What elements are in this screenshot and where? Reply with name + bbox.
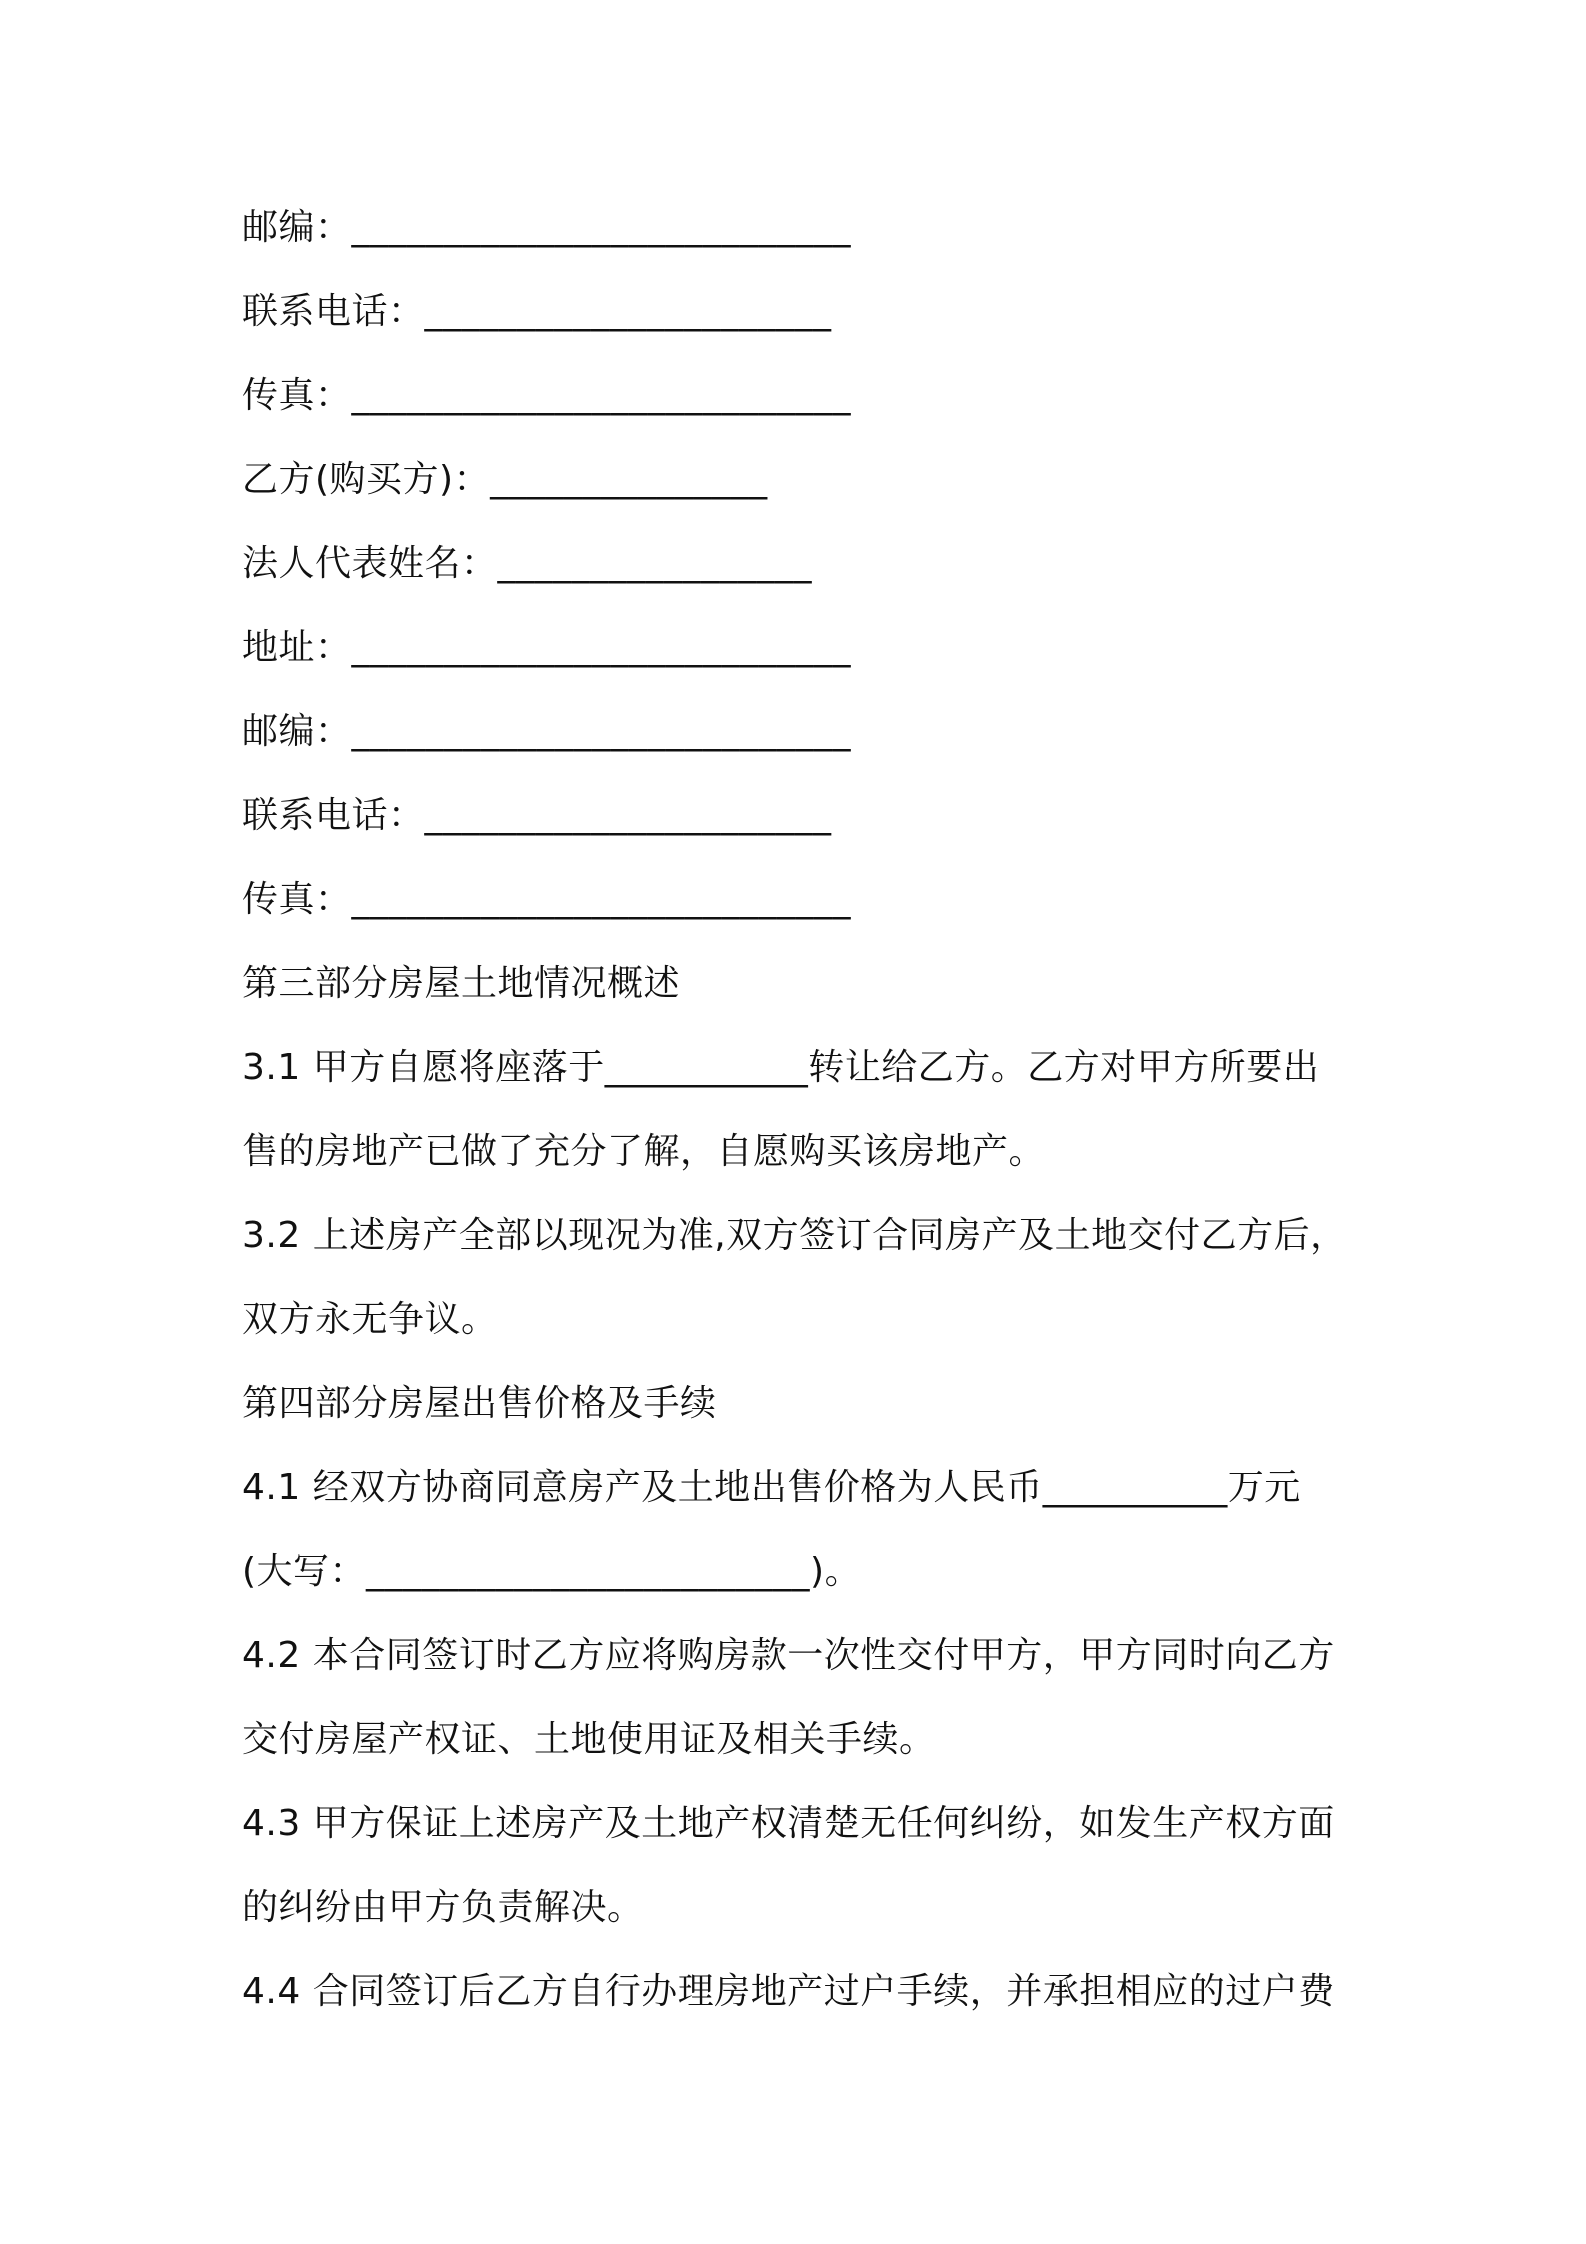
- clause-4-3-line-1: 4.3 甲方保证上述房产及土地产权清楚无任何纠纷，如发生产权方面: [242, 1803, 1335, 1844]
- seller-postcode-line: 邮编：___________________________: [242, 207, 852, 248]
- clause-4-2-line-2: 交付房屋产权证、土地使用证及相关手续。: [242, 1719, 936, 1760]
- section-three-heading: 第三部分房屋土地情况概述: [242, 963, 681, 1004]
- clause-4-4-line-1: 4.4 合同签订后乙方自行办理房地产过户手续，并承担相应的过户费: [242, 1971, 1335, 2012]
- buyer-legal-rep-line: 法人代表姓名：_________________: [242, 543, 813, 584]
- buyer-name-line: 乙方(购买方)：_______________: [242, 459, 768, 500]
- buyer-phone-line: 联系电话：______________________: [242, 795, 832, 836]
- clause-3-1-line-2: 售的房地产已做了充分了解，自愿购买该房地产。: [242, 1131, 1046, 1172]
- buyer-address-line: 地址：___________________________: [242, 627, 852, 668]
- seller-phone-line: 联系电话：______________________: [242, 291, 832, 332]
- section-four-heading: 第四部分房屋出售价格及手续: [242, 1383, 717, 1424]
- buyer-fax-line: 传真：___________________________: [242, 879, 852, 920]
- clause-4-1-line-1: 4.1 经双方协商同意房产及土地出售价格为人民币__________万元: [242, 1467, 1301, 1508]
- clause-4-2-line-1: 4.2 本合同签订时乙方应将购房款一次性交付甲方，甲方同时向乙方: [242, 1635, 1335, 1676]
- clause-4-1-line-2: (大写：________________________)。: [242, 1551, 862, 1592]
- clause-3-1-line-1: 3.1 甲方自愿将座落于___________转让给乙方。乙方对甲方所要出: [242, 1047, 1320, 1088]
- clause-4-3-line-2: 的纠纷由甲方负责解决。: [242, 1887, 644, 1928]
- seller-fax-line: 传真：___________________________: [242, 375, 852, 416]
- clause-3-2-line-2: 双方永无争议。: [242, 1299, 498, 1340]
- clause-3-2-line-1: 3.2 上述房产全部以现况为准,双方签订合同房产及土地交付乙方后，: [242, 1215, 1347, 1256]
- buyer-postcode-line: 邮编：___________________________: [242, 711, 852, 752]
